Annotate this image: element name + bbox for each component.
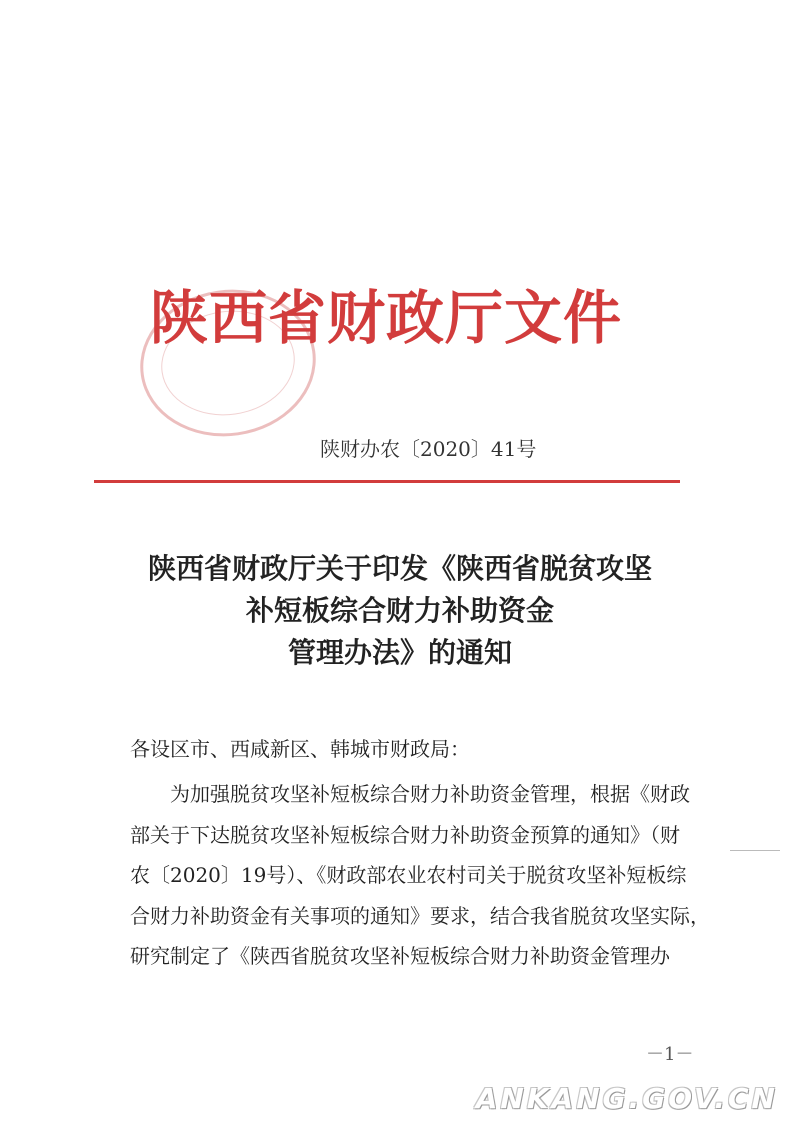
notice-title bbox=[80, 548, 720, 674]
notice-title-line-3: 管理办法》的通知 bbox=[287, 636, 512, 669]
notice-title-line-2: 补短板综合财力补助资金 bbox=[245, 594, 554, 627]
document-number: 陕财办农〔2020〕41号 bbox=[320, 437, 537, 461]
body-line-5: 研究制定了《陕西省脱贫攻坚补短板综合财力补助资金管理办 bbox=[130, 944, 670, 968]
body-line-2: 部关于下达脱贫攻坚补短板综合财力补助资金预算的通知》（财 bbox=[130, 822, 680, 847]
red-divider-line bbox=[94, 480, 680, 483]
body-line-3: 农〔2020〕19号）、《财政部农业农村司关于脱贫攻坚补短板综 bbox=[130, 863, 687, 887]
addressee-line: 各设区市、西咸新区、韩城市财政局： bbox=[130, 737, 470, 761]
issuer-header-title: 陕西省财政厅文件 bbox=[150, 284, 623, 352]
body-line-4: 合财力补助资金有关事项的通知》要求，结合我省脱贫攻坚实际， bbox=[130, 903, 710, 928]
body-paragraph bbox=[130, 774, 730, 977]
site-watermark: ANKANG.GOV.CN bbox=[475, 1082, 778, 1115]
scan-artifact-line bbox=[730, 850, 780, 851]
page-number: －1－ bbox=[646, 1044, 694, 1065]
notice-title-line-1: 陕西省财政厅关于印发《陕西省脱贫攻坚 bbox=[147, 552, 652, 585]
body-line-1: 为加强脱贫攻坚补短板综合财力补助资金管理，根据《财政 bbox=[170, 782, 690, 806]
